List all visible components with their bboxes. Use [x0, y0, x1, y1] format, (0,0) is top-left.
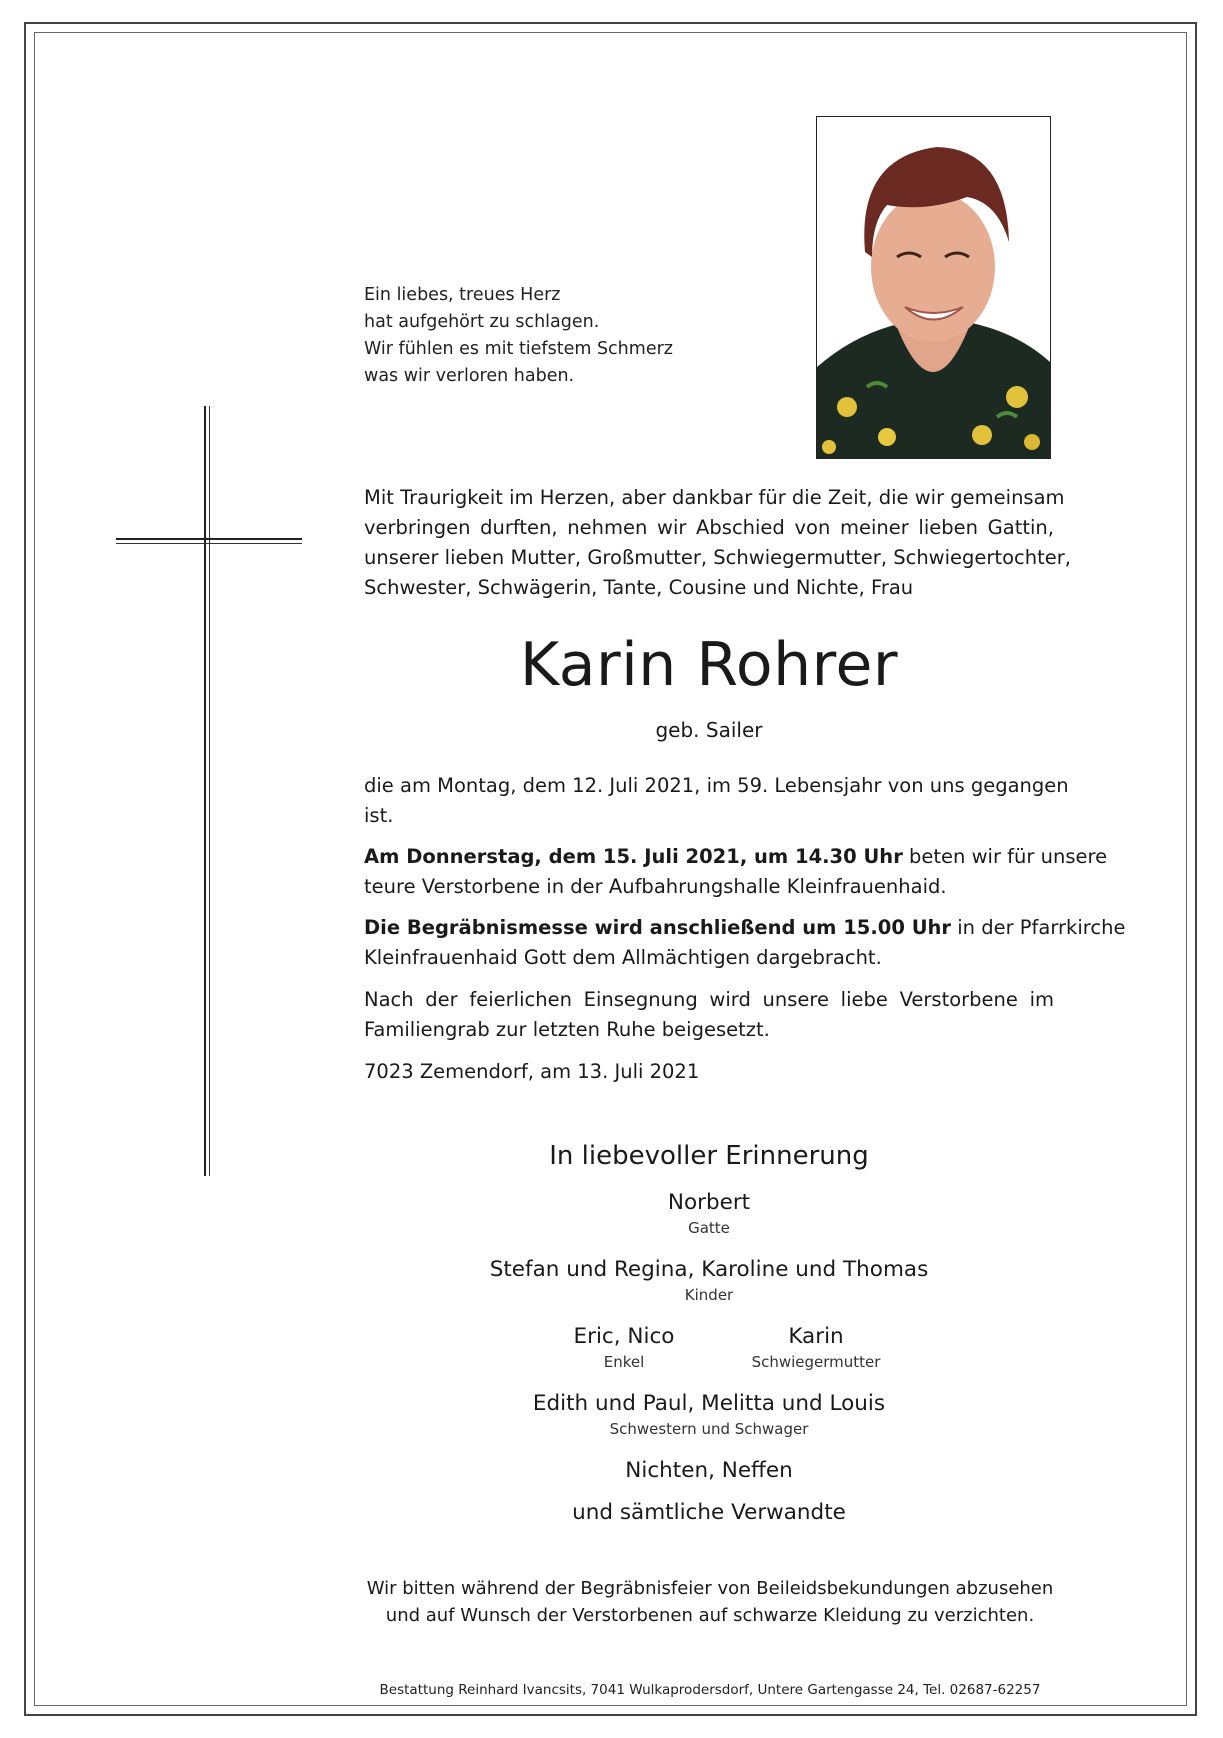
burial-line: Nach der feierlichen Einsegnung wird unsere liebe Verstorbene im — [364, 988, 1054, 1011]
funeral-home-footer: Bestattung Reinhard Ivancsits, 7041 Wulkaprodersdorf, Untere Gartengasse 24, Tel. 02687-62257 — [379, 1682, 1041, 1698]
memory-title: In liebevoller Erinnerung — [549, 1141, 869, 1171]
verse-line: was wir verloren haben. — [364, 366, 575, 386]
prayer-notice — [364, 842, 1108, 902]
place-date: 7023 Zemendorf, am 13. Juli 2021 — [364, 1060, 700, 1083]
deceased-name: Karin Rohrer — [519, 630, 899, 700]
mass-line: Die Begräbnismesse wird anschließend um 15.00 Uhr in der Pfarrkirche — [364, 916, 1126, 939]
mourner-role: Gatte — [688, 1219, 730, 1237]
maiden-name: geb. Sailer — [655, 718, 763, 742]
mourner-relatives: und sämtliche Verwandte — [572, 1500, 846, 1525]
closing-line: und auf Wunsch der Verstorbenen auf schwarze Kleidung zu verzichten. — [385, 1605, 1035, 1626]
portrait-photo — [816, 116, 1051, 459]
mourner-siblings — [364, 1389, 1054, 1439]
death-notice-line: ist. — [364, 804, 394, 827]
prayer-date-time: Am Donnerstag, dem 15. Juli 2021, um 14.30 Uhr — [364, 845, 903, 868]
prayer-line: teure Verstorbene in der Aufbahrungshalle Kleinfrauenhaid. — [364, 875, 947, 898]
memorial-verse — [364, 282, 724, 390]
burial-line: Familiengrab zur letzten Ruhe beigesetzt. — [364, 1018, 770, 1041]
intro-line: Mit Traurigkeit im Herzen, aber dankbar für die Zeit, die wir gemeinsam — [364, 486, 1065, 509]
mourner-role: Schwiegermutter — [751, 1353, 881, 1371]
mourner-role: Schwestern und Schwager — [609, 1420, 809, 1438]
intro-line: unserer lieben Mutter, Großmutter, Schwiegermutter, Schwiegertochter, — [364, 546, 1071, 569]
verse-line: Ein liebes, treues Herz — [364, 285, 561, 305]
mourner-grandchildren — [524, 1322, 724, 1372]
mourner-name: Edith und Paul, Melitta und Louis — [532, 1391, 886, 1416]
mourner-nieces-nephews: Nichten, Neffen — [625, 1458, 793, 1483]
verse-line: hat aufgehört zu schlagen. — [364, 312, 600, 332]
mass-time: Die Begräbnismesse wird anschließend um 15.00 Uhr — [364, 916, 952, 939]
mourner-name: Norbert — [667, 1190, 751, 1215]
closing-request — [300, 1575, 1120, 1629]
mourner-spouse — [364, 1188, 1054, 1238]
mass-notice — [364, 913, 1126, 973]
verse-line: Wir fühlen es mit tiefstem Schmerz — [364, 339, 673, 359]
intro-paragraph — [364, 483, 1071, 603]
death-notice — [364, 771, 1069, 831]
mourner-mother-in-law — [716, 1322, 916, 1372]
mourner-name: Stefan und Regina, Karoline und Thomas — [489, 1257, 929, 1282]
prayer-line: Am Donnerstag, dem 15. Juli 2021, um 14.30 Uhr beten wir für unsere — [364, 845, 1108, 868]
mourner-role: Kinder — [684, 1286, 734, 1304]
mass-line: Kleinfrauenhaid Gott dem Allmächtigen dargebracht. — [364, 946, 882, 969]
mourner-name: Karin — [788, 1324, 844, 1349]
closing-line: Wir bitten während der Begräbnisfeier von Beileidsbekundungen abzusehen — [366, 1578, 1054, 1599]
intro-line: verbringen durften, nehmen wir Abschied von meiner lieben Gattin, — [364, 516, 1054, 539]
mourner-role: Enkel — [603, 1353, 645, 1371]
burial-notice — [364, 985, 1054, 1045]
mourner-children — [364, 1255, 1054, 1305]
mourner-name: Eric, Nico — [573, 1324, 675, 1349]
death-notice-line: die am Montag, dem 12. Juli 2021, im 59. Lebensjahr von uns gegangen — [364, 774, 1069, 797]
intro-line: Schwester, Schwägerin, Tante, Cousine und Nichte, Frau — [364, 576, 914, 599]
